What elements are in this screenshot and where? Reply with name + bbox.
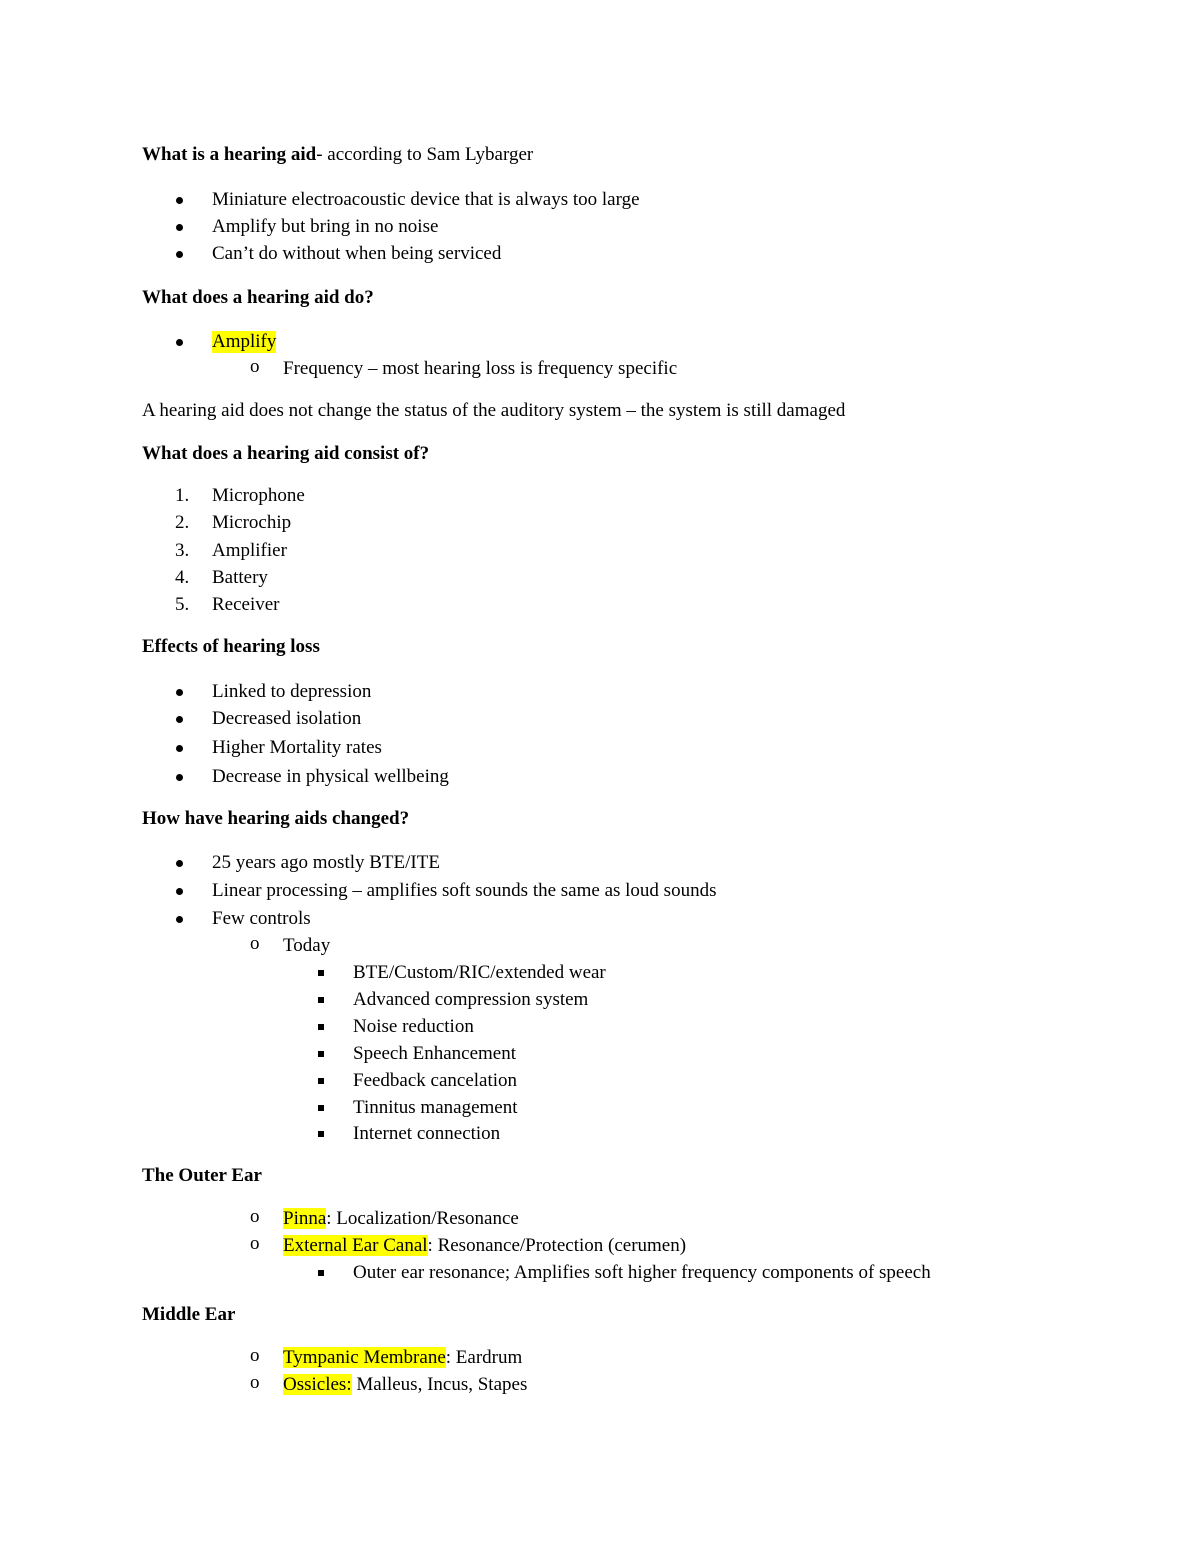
bullet-icon — [176, 888, 183, 895]
list-item-text: Linked to depression — [212, 681, 372, 702]
circle-bullet-icon: o — [250, 1345, 260, 1366]
paragraph: A hearing aid does not change the status of the auditory system – the system is still damaged — [142, 400, 846, 421]
circle-bullet-icon: o — [250, 356, 260, 377]
list-item-text: Linear processing – amplifies soft sounds the same as loud sounds — [212, 880, 717, 901]
square-bullet-icon — [318, 1131, 324, 1137]
list-item-text: Higher Mortality rates — [212, 737, 382, 758]
bullet-icon — [176, 251, 183, 258]
sub-sub-item-text: Outer ear resonance; Amplifies soft higher frequency components of speech — [353, 1262, 931, 1283]
section-heading-consist: What does a hearing aid consist of? — [142, 443, 430, 464]
list-item-text: Miniature electroacoustic device that is always too large — [212, 189, 640, 210]
circle-bullet-icon: o — [250, 1206, 260, 1227]
item-number: 5. — [175, 594, 190, 615]
square-bullet-icon — [318, 1270, 324, 1276]
bullet-icon — [176, 860, 183, 867]
bullet-icon — [176, 716, 183, 723]
highlighted-term: Amplify — [212, 331, 277, 352]
highlighted-term: Pinna — [283, 1208, 327, 1229]
list-item-text: Receiver — [212, 594, 280, 615]
list-item-text: Battery — [212, 567, 268, 588]
list-item-text: Microphone — [212, 485, 305, 506]
section-heading-changed: How have hearing aids changed? — [142, 808, 410, 829]
square-bullet-icon — [318, 1051, 324, 1057]
list-item-text: Microchip — [212, 512, 292, 533]
square-bullet-icon — [318, 1105, 324, 1111]
square-bullet-icon — [318, 997, 324, 1003]
highlighted-term: Tympanic Membrane — [283, 1347, 446, 1368]
heading-rest: - according to Sam Lybarger — [316, 144, 534, 165]
list-item-text: Decrease in physical wellbeing — [212, 766, 449, 787]
bullet-icon — [176, 774, 183, 781]
section-heading-middle-ear: Middle Ear — [142, 1304, 236, 1325]
item-rest: : Eardrum — [445, 1347, 523, 1368]
circle-bullet-icon: o — [250, 1372, 260, 1393]
section-heading-effects: Effects of hearing loss — [142, 636, 320, 657]
item-number: 2. — [175, 512, 190, 533]
list-item-text: Can’t do without when being serviced — [212, 243, 502, 264]
square-bullet-icon — [318, 1078, 324, 1084]
bullet-icon — [176, 689, 183, 696]
section-heading-what-does: What does a hearing aid do? — [142, 287, 374, 308]
bullet-icon — [176, 197, 183, 204]
item-rest: Malleus, Incus, Stapes — [351, 1374, 528, 1395]
sub-sub-item-text: BTE/Custom/RIC/extended wear — [353, 962, 606, 983]
list-item-text: Decreased isolation — [212, 708, 362, 729]
sub-sub-item-text: Speech Enhancement — [353, 1043, 517, 1064]
circle-bullet-icon: o — [250, 933, 260, 954]
list-item-text: Amplify but bring in no noise — [212, 216, 439, 237]
bullet-icon — [176, 745, 183, 752]
heading-bold: What is a hearing aid — [142, 144, 317, 165]
sub-sub-item-text: Feedback cancelation — [353, 1070, 518, 1091]
list-item-text: Amplifier — [212, 540, 287, 561]
highlighted-term: Ossicles: — [283, 1374, 352, 1395]
bullet-icon — [176, 916, 183, 923]
bullet-icon — [176, 339, 183, 346]
sub-sub-item-text: Tinnitus management — [353, 1097, 518, 1118]
list-item-text: Few controls — [212, 908, 311, 929]
square-bullet-icon — [318, 1024, 324, 1030]
item-number: 4. — [175, 567, 190, 588]
sub-item-text: Today — [283, 935, 331, 956]
item-number: 1. — [175, 485, 190, 506]
section-heading-outer-ear: The Outer Ear — [142, 1165, 262, 1186]
sub-sub-item-text: Internet connection — [353, 1123, 501, 1144]
circle-bullet-icon: o — [250, 1233, 260, 1254]
highlighted-term: External Ear Canal — [283, 1235, 428, 1256]
list-item-text: 25 years ago mostly BTE/ITE — [212, 852, 440, 873]
item-number: 3. — [175, 540, 190, 561]
sub-item-text: Frequency – most hearing loss is frequency specific — [283, 358, 678, 379]
bullet-icon — [176, 224, 183, 231]
sub-sub-item-text: Advanced compression system — [353, 989, 589, 1010]
square-bullet-icon — [318, 970, 324, 976]
sub-sub-item-text: Noise reduction — [353, 1016, 474, 1037]
item-rest: : Resonance/Protection (cerumen) — [427, 1235, 687, 1256]
item-rest: : Localization/Resonance — [326, 1208, 519, 1229]
section-heading-what-is — [142, 144, 533, 166]
